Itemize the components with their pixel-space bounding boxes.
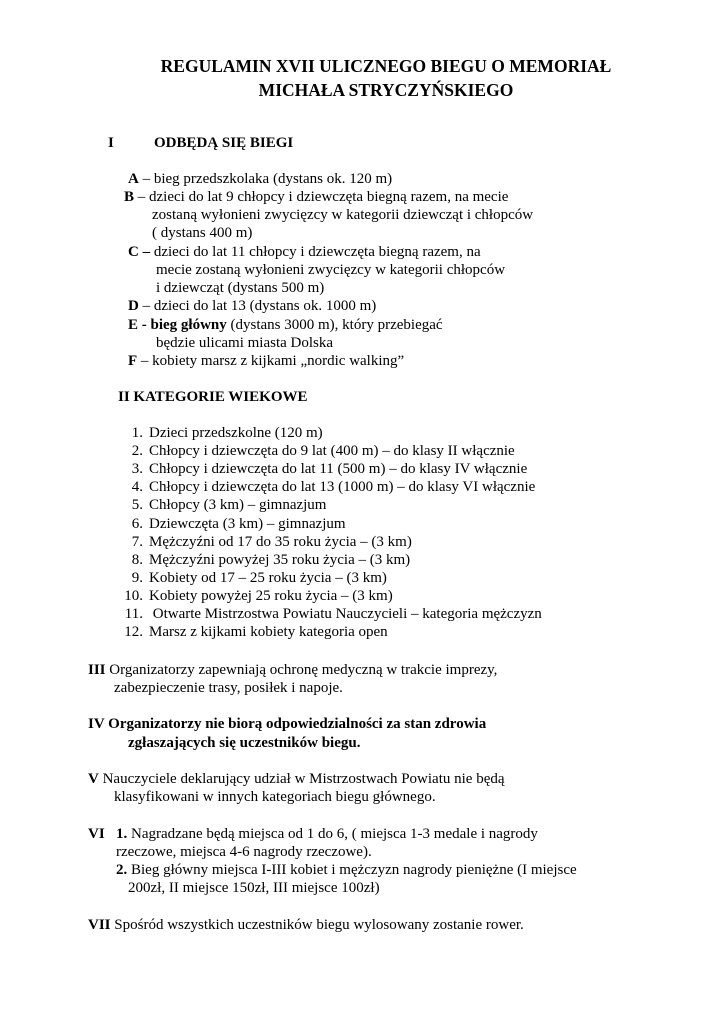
section5-text1: Nauczyciele deklarujący udział w Mistrzostwach Powiatu nie będą	[98, 771, 505, 787]
category-text: Marsz z kijkami kobiety kategoria open	[149, 624, 388, 641]
section7-line	[88, 916, 524, 934]
section3-line1	[88, 661, 497, 679]
item-c-line2: mecie zostaną wyłonieni zwycięzcy w kategorii chłopców	[156, 262, 506, 278]
category-item	[122, 605, 542, 623]
section7-text: Spośród wszystkich uczestników biegu wylosowany zostanie rower.	[110, 917, 524, 933]
item-b-letter: B	[124, 189, 135, 205]
section1-heading: ODBĘDĄ SIĘ BIEGI	[154, 135, 294, 151]
category-number: 3.	[131, 461, 143, 478]
section6-point1	[116, 825, 538, 843]
section5-roman: V	[88, 771, 99, 787]
section5-line2: klasyfikowani w innych kategoriach biegu głównego.	[114, 789, 436, 805]
item-e	[128, 316, 443, 334]
item-c-line3: i dziewcząt (dystans 500 m)	[156, 280, 325, 296]
category-item	[122, 424, 323, 442]
item-a	[128, 170, 392, 188]
section4-line1	[88, 715, 486, 733]
category-number: 12.	[124, 624, 143, 641]
category-number: 1.	[131, 425, 143, 441]
item-d	[128, 297, 376, 315]
section4-line2: zgłaszających się uczestników biegu.	[128, 735, 361, 751]
category-item	[122, 460, 527, 478]
section4-text1: Organizatorzy nie biorą odpowiedzialności za stan zdrowia	[104, 716, 487, 732]
item-e-letter: E - bieg główny	[128, 317, 227, 333]
category-number: 10.	[124, 587, 143, 604]
item-b	[124, 188, 508, 206]
category-text: Chłopcy (3 km) – gimnazjum	[149, 497, 327, 514]
section2-heading: II KATEGORIE WIEKOWE	[118, 389, 308, 405]
item-e-text1: (dystans 3000 m), który przebiegać	[226, 317, 443, 333]
category-number: 9.	[131, 569, 143, 586]
category-item	[122, 442, 515, 460]
title-line-2: MICHAŁA STRYCZYŃSKIEGO	[258, 80, 514, 100]
section3-text1: Organizatorzy zapewniają ochronę medyczną w trakcie imprezy,	[105, 662, 498, 678]
category-text: Kobiety powyżej 25 roku życia – (3 km)	[149, 587, 393, 604]
item-e-line2: będzie ulicami miasta Dolska	[156, 335, 334, 351]
item-c-letter: C –	[128, 244, 151, 260]
section4-roman: IV	[88, 716, 105, 732]
category-number: 8.	[131, 551, 143, 568]
section5-line1	[88, 770, 505, 788]
item-f-letter: F	[128, 353, 138, 369]
section3-roman: III	[88, 662, 106, 678]
category-item	[122, 569, 387, 587]
category-text: Kobiety od 17 – 25 roku życia – (3 km)	[149, 569, 387, 586]
category-item	[122, 533, 412, 551]
category-text: Dziewczęta (3 km) – gimnazjum	[149, 515, 346, 532]
category-text: Mężczyźni powyżej 35 roku życia – (3 km)	[149, 551, 411, 568]
category-item	[122, 515, 346, 533]
section6-p1-line2: rzeczowe, miejsca 4-6 nagrody rzeczowe).	[116, 844, 372, 860]
section7-roman: VII	[88, 917, 111, 933]
category-number: 7.	[131, 533, 143, 550]
section6-p1-num: 1.	[116, 826, 128, 842]
section6-point2	[116, 861, 577, 879]
item-b-line2: zostaną wyłonieni zwycięzcy w kategorii dziewcząt i chłopców	[152, 207, 534, 223]
item-d-letter: D	[128, 298, 139, 314]
section6-p1-text1: Nagradzane będą miejsca od 1 do 6, ( miejsca 1-3 medale i nagrody	[127, 826, 538, 842]
category-text: Chłopcy i dziewczęta do lat 11 (500 m) – do klasy IV włącznie	[149, 461, 528, 478]
category-number: 5.	[131, 497, 143, 514]
category-number: 11.	[124, 606, 143, 622]
category-item	[122, 623, 388, 641]
category-text: Dzieci przedszkolne (120 m)	[149, 425, 323, 441]
item-b-line3: ( dystans 400 m)	[152, 225, 253, 241]
category-number: 6.	[131, 515, 143, 532]
item-d-text: – dzieci do lat 13 (dystans ok. 1000 m)	[138, 298, 377, 314]
category-number: 4.	[131, 479, 143, 496]
item-f-text: – kobiety marsz z kijkami „nordic walking”	[137, 353, 405, 369]
section6-p2-text1: Bieg główny miejsca I-III kobiet i mężczyzn nagrody pieniężne (I miejsce	[127, 862, 577, 878]
category-text: Chłopcy i dziewczęta do lat 13 (1000 m) – do klasy VI włącznie	[149, 479, 536, 496]
section1-roman: I	[108, 135, 114, 151]
category-item	[122, 478, 535, 496]
item-c-text1: dzieci do lat 11 chłopcy i dziewczęta biegną razem, na	[150, 244, 481, 260]
section3-line2: zabezpieczenie trasy, posiłek i napoje.	[114, 680, 343, 696]
category-item	[122, 551, 410, 569]
item-a-letter: A	[128, 171, 139, 187]
category-item	[122, 496, 326, 514]
item-f	[128, 352, 404, 370]
category-text: Chłopcy i dziewczęta do 9 lat (400 m) – do klasy II włącznie	[149, 443, 515, 460]
section6-p2-line2: 200zł, II miejsce 150zł, III miejsce 100zł)	[128, 880, 380, 896]
item-b-text1: – dzieci do lat 9 chłopcy i dziewczęta biegną razem, na mecie	[134, 189, 509, 205]
item-a-text: – bieg przedszkolaka (dystans ok. 120 m)	[138, 171, 393, 187]
title-line-1: REGULAMIN XVII ULICZNEGO BIEGU O MEMORIAŁ	[160, 56, 612, 76]
section6-roman: VI	[88, 826, 105, 842]
category-text: Otwarte Mistrzostwa Powiatu Nauczycieli – kategoria mężczyzn	[149, 606, 542, 622]
item-c	[128, 243, 481, 261]
section6-p2-num: 2.	[116, 862, 128, 878]
category-number: 2.	[131, 443, 143, 460]
category-item	[122, 587, 393, 605]
category-text: Mężczyźni od 17 do 35 roku życia – (3 km)	[149, 533, 412, 550]
document-title	[0, 54, 724, 102]
